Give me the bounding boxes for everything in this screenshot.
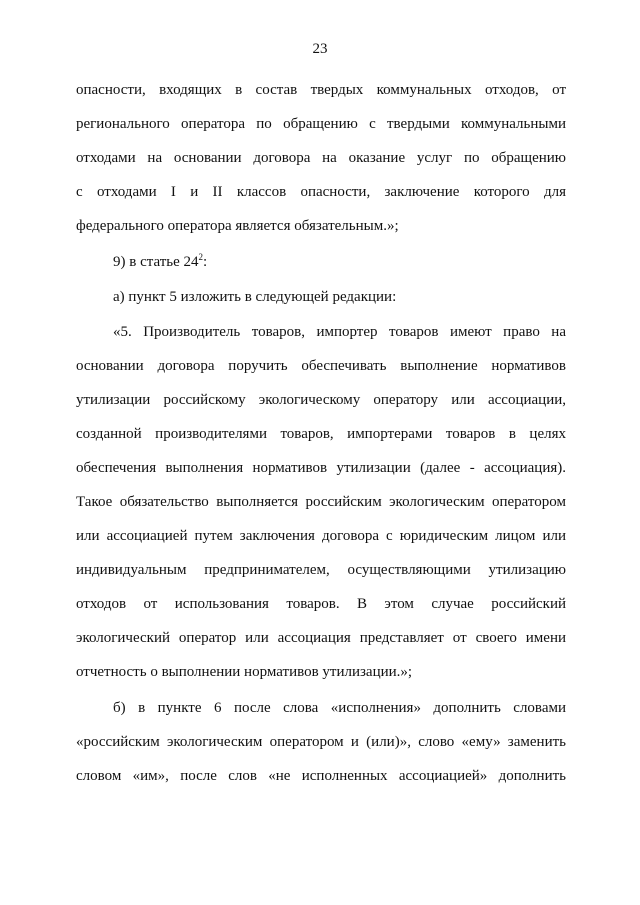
text-line: отчетность о выполнении нормативов утилизации.»;	[76, 664, 413, 680]
page-number: 23	[312, 41, 328, 57]
text-line: отходов от использования товаров. В этом случае российский	[76, 596, 566, 612]
text-line: Такое обязательство выполняется российским экологическим оператором	[76, 494, 566, 510]
text-line: созданной производителями товаров, импортерами товаров в целях	[76, 426, 566, 442]
text-line: опасности, входящих в состав твердых коммунальных отходов, от	[76, 82, 566, 98]
text-line: или ассоциацией путем заключения договора с юридическим лицом или	[76, 528, 566, 544]
text-line: «российским экологическим оператором и (или)», слово «ему» заменить	[76, 734, 566, 750]
text-line: словом «им», после слов «не исполненных ассоциацией» дополнить	[76, 768, 566, 784]
text-line: «5. Производитель товаров, импортер товаров имеют право на	[113, 324, 566, 340]
text-line: б) в пункте 6 после слова «исполнения» дополнить словами	[113, 700, 566, 716]
text-line: федерального оператора является обязательным.»;	[76, 218, 399, 234]
text-line: экологический оператор или ассоциация представляет от своего имени	[76, 630, 566, 646]
text-line: с отходами I и II классов опасности, заключение которого для	[76, 184, 566, 200]
text-line: утилизации российскому экологическому оператору или ассоциации,	[76, 392, 566, 408]
text-line: индивидуальным предпринимателем, осуществляющими утилизацию	[76, 562, 566, 578]
item-9-heading: 9) в статье $24^2$:	[113, 252, 208, 270]
text-line: регионального оператора по обращению с твердыми коммунальными	[76, 116, 566, 132]
text-line: основании договора поручить обеспечивать выполнение нормативов	[76, 358, 566, 374]
text-line: обеспечения выполнения нормативов утилизации (далее - ассоциация).	[76, 460, 566, 476]
text-line: отходами на основании договора на оказание услуг по обращению	[76, 150, 566, 166]
item-a-heading: а) пункт 5 изложить в следующей редакции:	[113, 289, 397, 305]
